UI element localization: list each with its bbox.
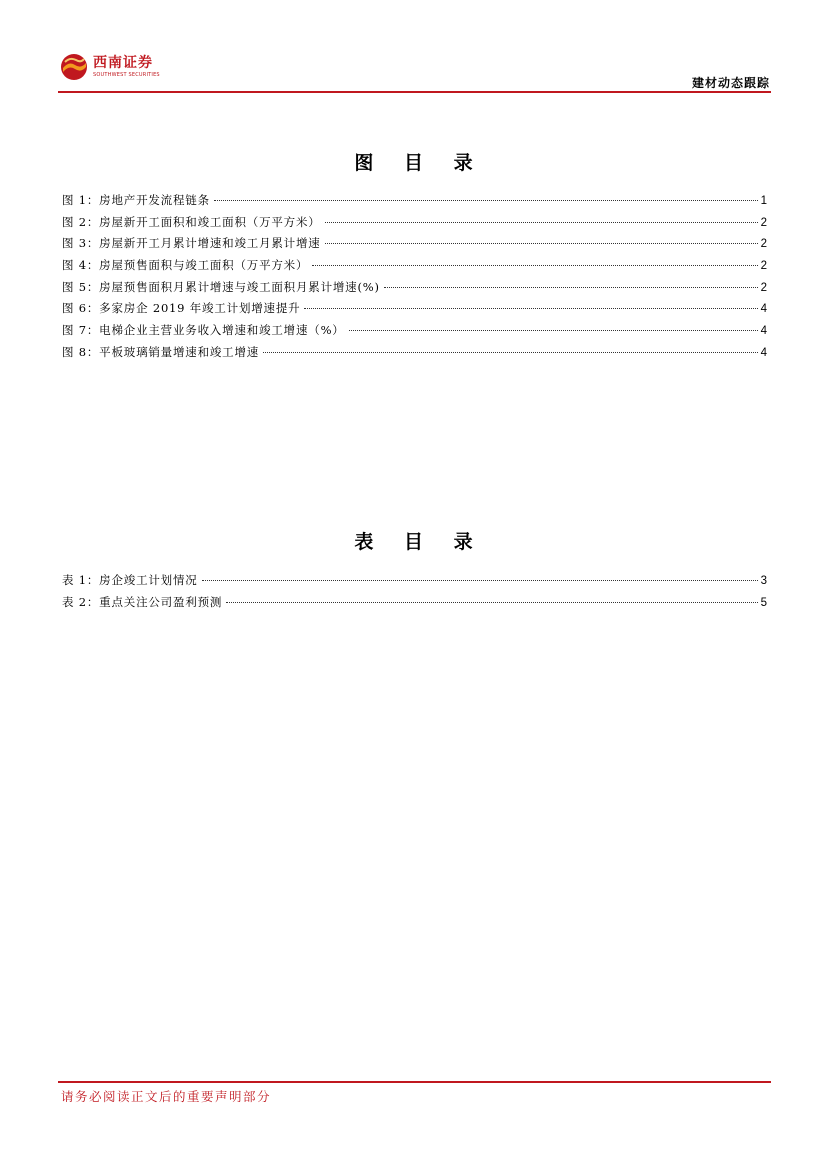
toc-entry-figure-3[interactable]: [62, 235, 767, 257]
toc-dot-leader: [202, 580, 758, 581]
toc-page-number: 4: [760, 303, 767, 316]
toc-entry-label: 图 5：房屋预售面积月累计增速与竣工面积月累计增速(%): [62, 279, 380, 294]
toc-entry-label: 图 6：多家房企 2019 年竣工计划增速提升: [62, 301, 301, 316]
toc-page-number: 2: [760, 238, 767, 251]
footer-disclaimer: 请务必阅读正文后的重要声明部分: [61, 1089, 272, 1104]
toc-page-number: 2: [760, 216, 767, 229]
logo-english-name: SOUTHWEST SECURITIES: [93, 72, 160, 78]
toc-page-number: 3: [760, 575, 767, 587]
figures-toc-title: 图 目 录: [354, 152, 485, 174]
logo-chinese-name: 西南证券: [93, 55, 153, 71]
header-divider: [58, 91, 771, 93]
toc-entry-label: 图 8：平板玻璃销量增速和竣工增速: [62, 344, 260, 359]
toc-entry-label: 表 1：房企竣工计划情况: [62, 573, 198, 587]
toc-page-number: 5: [760, 596, 767, 609]
toc-entry-table-2[interactable]: [62, 594, 767, 616]
toc-entry-figure-4[interactable]: [62, 257, 767, 279]
toc-page-number: 2: [760, 260, 767, 273]
toc-entry-figure-6[interactable]: [62, 300, 767, 322]
toc-page-number: 4: [760, 346, 767, 359]
toc-entry-label: 表 2：重点关注公司盈利预测: [62, 594, 223, 609]
toc-dot-leader: [349, 330, 758, 331]
toc-page-number: 4: [760, 325, 767, 338]
toc-entry-label: 图 7：电梯企业主营业务收入增速和竣工增速（%）: [62, 323, 345, 338]
report-type: 建材动态跟踪: [691, 76, 770, 90]
toc-entry-label: 图 2：房屋新开工面积和竣工面积（万平方米）: [62, 214, 321, 229]
company-logo: [60, 50, 160, 84]
toc-entry-figure-2[interactable]: [62, 214, 767, 236]
tables-toc: [62, 572, 767, 615]
tables-toc-title: 表 目 录: [354, 531, 485, 553]
toc-dot-leader: [384, 287, 758, 288]
toc-entry-label: 图 3：房屋新开工月累计增速和竣工月累计增速: [62, 236, 321, 251]
toc-dot-leader: [263, 352, 758, 353]
toc-dot-leader: [304, 308, 757, 309]
toc-page-number: 2: [760, 281, 767, 294]
toc-entry-figure-8[interactable]: [62, 344, 767, 366]
toc-entry-table-1[interactable]: [62, 572, 767, 594]
toc-dot-leader: [325, 243, 758, 244]
toc-dot-leader: [226, 602, 757, 603]
page-header: [58, 46, 770, 92]
toc-entry-label: 图 1：房地产开发流程链条: [62, 193, 210, 207]
footer-divider: [58, 1081, 771, 1083]
toc-dot-leader: [214, 200, 758, 201]
toc-entry-figure-7[interactable]: [62, 322, 767, 344]
toc-dot-leader: [312, 265, 757, 266]
toc-entry-figure-1[interactable]: [62, 192, 767, 214]
toc-entry-figure-5[interactable]: [62, 279, 767, 301]
toc-dot-leader: [325, 222, 758, 223]
logo-emblem-icon: [60, 53, 88, 81]
figures-toc: [62, 192, 767, 366]
toc-page-number: 1: [760, 195, 767, 207]
toc-entry-label: 图 4：房屋预售面积与竣工面积（万平方米）: [62, 258, 309, 273]
